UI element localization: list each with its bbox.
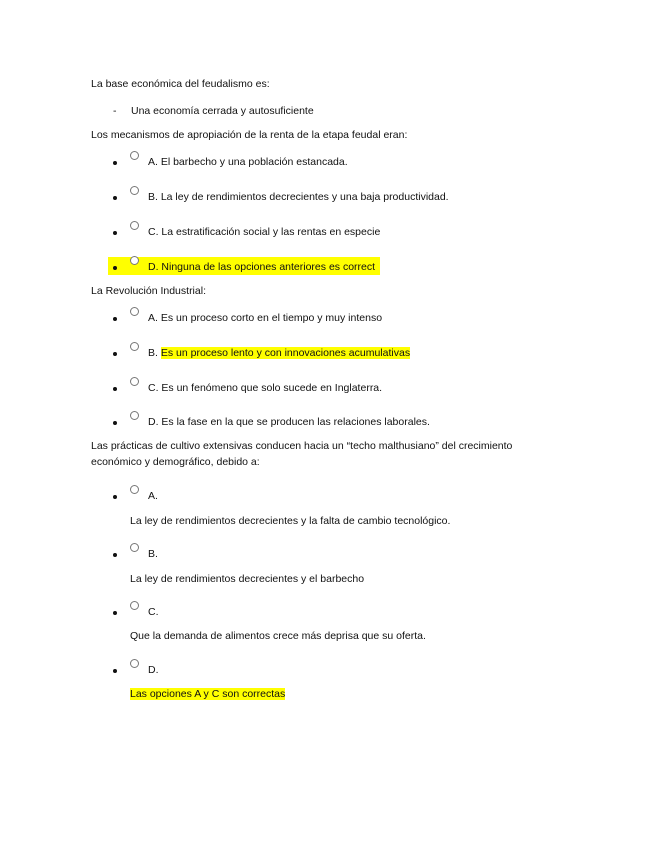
q3-option-a-text: A. Es un proceso corto en el tiempo y muy intenso — [148, 312, 383, 324]
q4-option-b-letter: B. — [148, 548, 158, 560]
radio-button-icon[interactable] — [130, 485, 139, 494]
question-4: Las prácticas de cultivo extensivas conducen hacia un “techo malthusiano” del crecimiento económico y demográfico, debido a: — [91, 440, 513, 468]
bullet-icon — [113, 317, 117, 321]
q2-option-d-text: D. Ninguna de las opciones anteriores es correct — [148, 261, 376, 273]
question-3: La Revolución Industrial: — [91, 285, 206, 297]
bullet-icon — [113, 231, 117, 235]
q4-option-c-text: Que la demanda de alimentos crece más deprisa que su oferta. — [130, 630, 426, 642]
bullet-icon — [113, 266, 117, 270]
question-1: La base económica del feudalismo es: — [91, 78, 270, 90]
question-2: Los mecanismos de apropiación de la renta de la etapa feudal eran: — [91, 129, 408, 141]
radio-button-icon[interactable] — [130, 186, 139, 195]
q2-option-a-text: A. El barbecho y una población estancada. — [148, 156, 348, 168]
q4-option-d-letter: D. — [148, 664, 159, 676]
q4-option-a-letter: A. — [148, 490, 158, 502]
answer-1-text: Una economía cerrada y autosuficiente — [131, 105, 314, 117]
bullet-icon — [113, 553, 117, 557]
radio-button-icon[interactable] — [130, 307, 139, 316]
dash-icon: - — [113, 105, 117, 117]
q2-option-c-text: C. La estratificación social y las rentas en especie — [148, 226, 381, 238]
bullet-icon — [113, 495, 117, 499]
q3-option-b-letter: B. — [148, 347, 158, 359]
radio-button-icon[interactable] — [130, 342, 139, 351]
radio-button-icon[interactable] — [130, 411, 139, 420]
answer-1 — [113, 105, 314, 117]
q3-option-d-text: D. Es la fase en la que se producen las relaciones laborales. — [148, 416, 430, 428]
highlighted-answer: Es un proceso lento y con innovaciones acumulativas — [160, 347, 411, 359]
q3-option-c-text: C. Es un fenómeno que solo sucede en Inglaterra. — [148, 382, 383, 394]
radio-button-icon[interactable] — [130, 151, 139, 160]
radio-button-icon[interactable] — [130, 221, 139, 230]
q4-option-d-text: Las opciones A y C son correctas — [130, 688, 286, 700]
radio-button-icon[interactable] — [130, 543, 139, 552]
q2-option-b-text: B. La ley de rendimientos decrecientes y una baja productividad. — [148, 191, 449, 203]
bullet-icon — [113, 669, 117, 673]
radio-button-icon[interactable] — [130, 256, 139, 265]
bullet-icon — [113, 387, 117, 391]
bullet-icon — [113, 161, 117, 165]
bullet-icon — [113, 611, 117, 615]
q4-option-a-text: La ley de rendimientos decrecientes y la falta de cambio tecnológico. — [130, 515, 451, 527]
bullet-icon — [113, 352, 117, 356]
radio-button-icon[interactable] — [130, 601, 139, 610]
q3-option-b-text — [148, 347, 410, 359]
bullet-icon — [113, 196, 117, 200]
radio-button-icon[interactable] — [130, 377, 139, 386]
bullet-icon — [113, 421, 117, 425]
q4-option-b-text: La ley de rendimientos decrecientes y el barbecho — [130, 573, 365, 585]
q4-option-c-letter: C. — [148, 606, 159, 618]
radio-button-icon[interactable] — [130, 659, 139, 668]
